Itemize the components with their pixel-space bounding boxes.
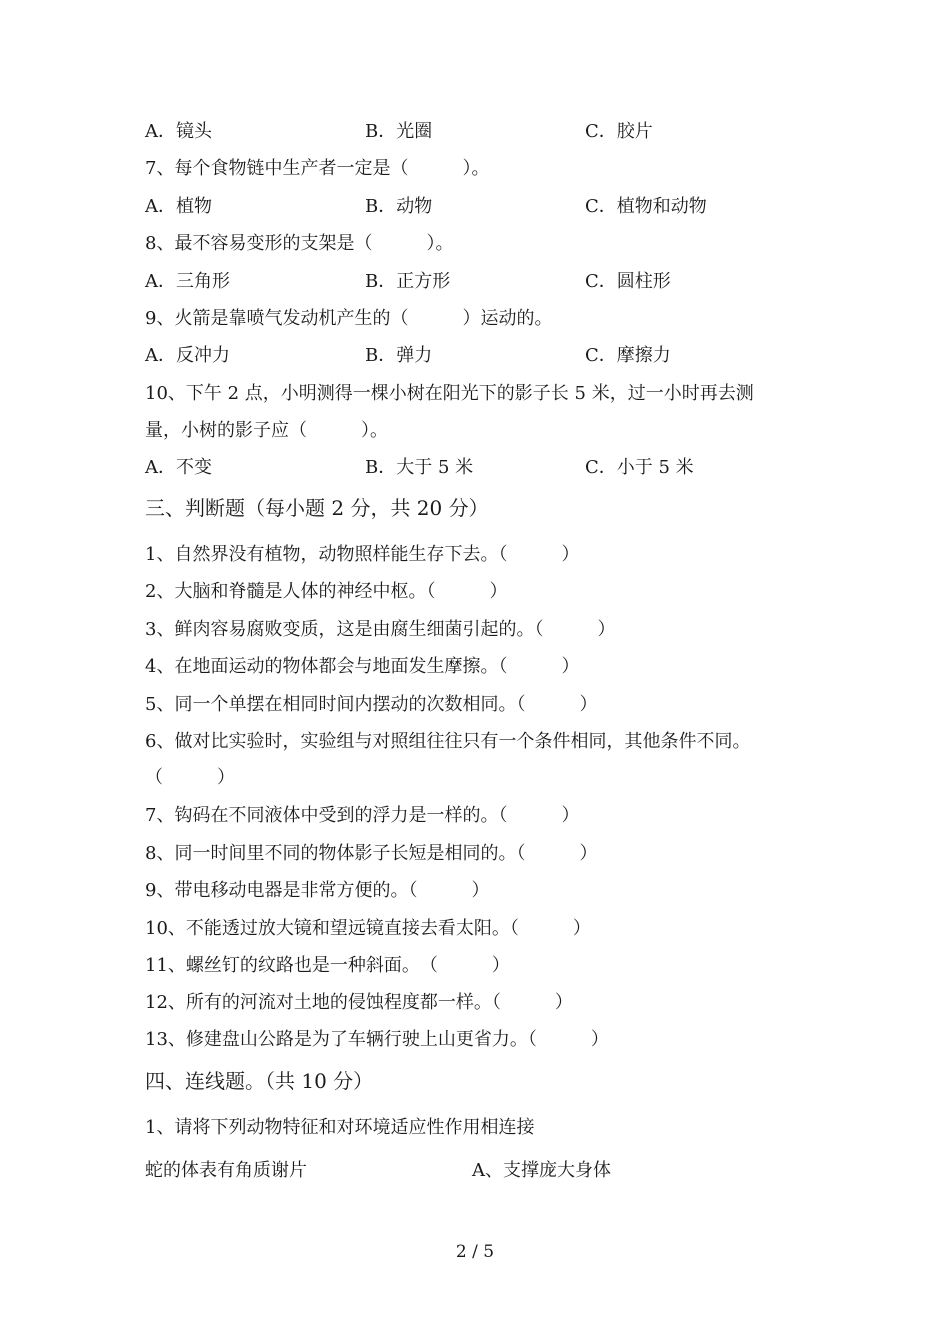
judge-item: 10、不能透过放大镜和望远镜直接去看太阳。（ ） bbox=[145, 918, 591, 939]
q6-option-a: A．镜头 bbox=[145, 121, 212, 142]
judge-item-continuation: （ ） bbox=[145, 767, 235, 788]
q7-option-b: B．动物 bbox=[365, 196, 433, 217]
q7-option-a: A．植物 bbox=[145, 196, 212, 217]
judge-item: 12、所有的河流对土地的侵蚀程度都一样。（ ） bbox=[145, 992, 573, 1013]
q10-option-c: C．小于 5 米 bbox=[585, 457, 694, 478]
judge-item: 2、大脑和脊髓是人体的神经中枢。（ ） bbox=[145, 581, 508, 602]
q7-option-c: C．植物和动物 bbox=[585, 196, 707, 217]
q9-option-c: C．摩擦力 bbox=[585, 345, 671, 366]
section-matching-heading: 四、连线题。（共 10 分） bbox=[145, 1069, 374, 1093]
q10-option-b: B．大于 5 米 bbox=[365, 457, 474, 478]
question-10-line-1: 10、下午 2 点，小明测得一棵小树在阳光下的影子长 5 米，过一小时再去测 bbox=[145, 383, 754, 404]
matching-left-item: 蛇的体表有角质谢片 bbox=[145, 1160, 307, 1181]
judge-item: 9、带电移动电器是非常方便的。（ ） bbox=[145, 880, 490, 901]
matching-right-item: A、支撑庞大身体 bbox=[472, 1160, 611, 1181]
judge-item: 13、修建盘山公路是为了车辆行驶上山更省力。（ ） bbox=[145, 1029, 609, 1050]
q6-option-b: B．光圈 bbox=[365, 121, 433, 142]
judge-item: 5、同一个单摆在相同时间内摆动的次数相同。（ ） bbox=[145, 694, 598, 715]
q8-option-a: A．三角形 bbox=[145, 271, 230, 292]
judge-item: 8、同一时间里不同的物体影子长短是相同的。（ ） bbox=[145, 843, 598, 864]
q8-option-b: B．正方形 bbox=[365, 271, 451, 292]
judge-item: 7、钩码在不同液体中受到的浮力是一样的。（ ） bbox=[145, 805, 580, 826]
q10-option-a: A．不变 bbox=[145, 457, 212, 478]
q6-option-c: C．胶片 bbox=[585, 121, 653, 142]
question-9: 9、火箭是靠喷气发动机产生的（ ）运动的。 bbox=[145, 308, 553, 329]
judge-item: 6、做对比实验时，实验组与对照组往往只有一个条件相同，其他条件不同。 bbox=[145, 731, 751, 752]
q9-option-a: A．反冲力 bbox=[145, 345, 230, 366]
q9-option-b: B．弹力 bbox=[365, 345, 433, 366]
question-10-line-2: 量，小树的影子应（ ）。 bbox=[145, 420, 388, 441]
judge-item: 4、在地面运动的物体都会与地面发生摩擦。（ ） bbox=[145, 656, 580, 677]
q8-option-c: C．圆柱形 bbox=[585, 271, 671, 292]
judge-item: 3、鲜肉容易腐败变质，这是由腐生细菌引起的。（ ） bbox=[145, 619, 616, 640]
judge-item: 1、自然界没有植物，动物照样能生存下去。（ ） bbox=[145, 544, 580, 565]
question-7: 7、每个食物链中生产者一定是（ ）。 bbox=[145, 158, 490, 179]
matching-instruction: 1、请将下列动物特征和对环境适应性作用相连接 bbox=[145, 1117, 535, 1138]
question-8: 8、最不容易变形的支架是（ ）。 bbox=[145, 233, 454, 254]
section-judge-heading: 三、判断题（每小题 2 分，共 20 分） bbox=[145, 496, 489, 520]
page-number: 2 / 5 bbox=[455, 1242, 495, 1262]
judge-item: 11、螺丝钉的纹路也是一种斜面。 （ ） bbox=[145, 955, 510, 976]
